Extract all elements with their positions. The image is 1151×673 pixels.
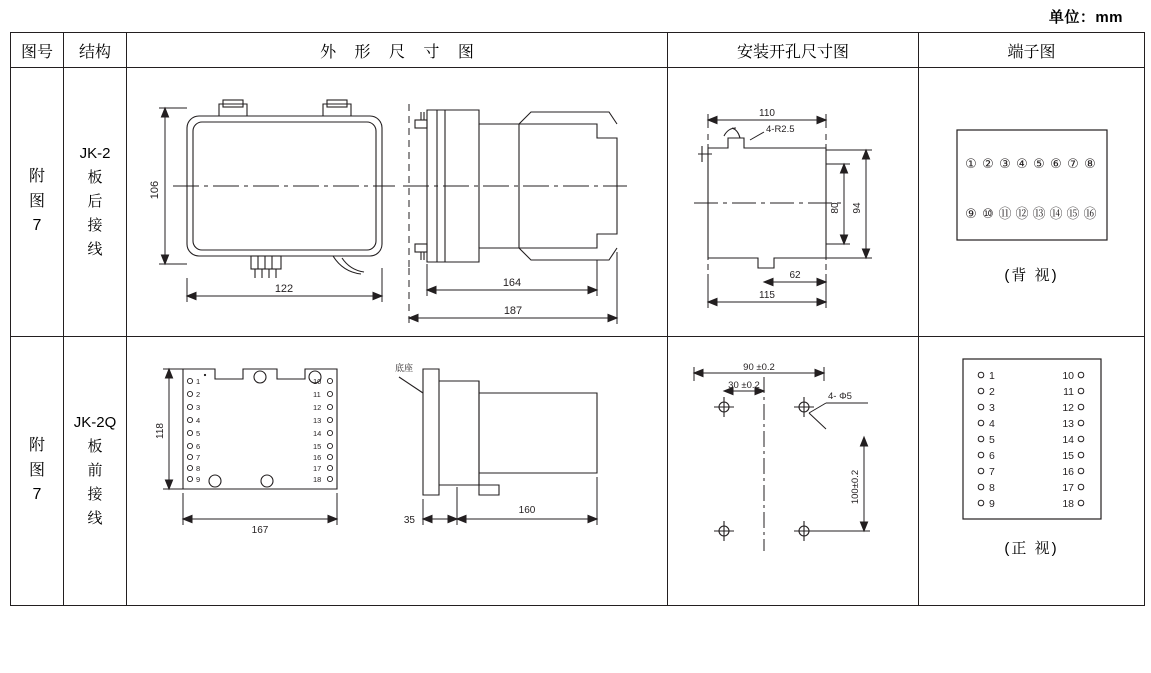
figure-no-label-1 — [11, 165, 63, 239]
dim-160: 160 — [518, 505, 536, 516]
dim-100-tol: 100±0.2 — [850, 469, 861, 505]
terminal-left-5: 5 — [989, 434, 995, 446]
mounting-drawing-cell-2 — [668, 337, 919, 606]
terminal-3: ③ — [999, 157, 1011, 172]
terminal-13: ⑬ — [1032, 207, 1046, 222]
terminal-diagram-jk2q — [919, 337, 1144, 605]
terminal-left-6: 6 — [989, 450, 995, 462]
outline-terminal-left-9: 9 — [196, 475, 201, 484]
outline-terminal-right-12: 12 — [313, 403, 322, 412]
terminal-15: ⑮ — [1066, 207, 1080, 222]
outline-terminal-right-15: 15 — [313, 442, 322, 451]
terminal-right-15: 15 — [1062, 450, 1074, 462]
table-header-row — [11, 33, 1145, 68]
terminal-left-2: 2 — [989, 386, 995, 398]
figure-no-char: 附 — [28, 167, 45, 185]
structure-desc-char: 板 — [87, 438, 103, 455]
terminal-9: ⑨ — [965, 207, 977, 222]
structure-cell-1 — [64, 68, 127, 337]
outline-terminal-left-1: 1 — [196, 377, 201, 386]
terminal-view-label-2: (正 视) — [1004, 540, 1059, 557]
mounting-drawing-cell-1 — [668, 68, 919, 337]
dim-167: 167 — [251, 525, 269, 536]
outline-terminal-left-4: 4 — [196, 416, 201, 425]
terminal-left-3: 3 — [989, 402, 995, 414]
table-header — [11, 33, 1145, 68]
outline-drawing-cell-2 — [127, 337, 668, 606]
structure-desc-char: 前 — [87, 462, 103, 479]
figure-no-char: 7 — [32, 486, 42, 504]
mounting-drawing-jk2q — [668, 337, 918, 605]
terminal-right-14: 14 — [1062, 434, 1074, 446]
terminal-12: ⑫ — [1015, 207, 1029, 222]
terminal-6: ⑥ — [1050, 157, 1062, 172]
dim-118: 118 — [155, 423, 166, 439]
terminal-10: ⑩ — [982, 207, 994, 222]
base-label: 底座 — [395, 363, 414, 373]
structure-model: JK-2 — [79, 145, 111, 162]
structure-cell-2 — [64, 337, 127, 606]
outline-terminal-left-2: 2 — [196, 390, 201, 399]
dim-94: 94 — [852, 202, 863, 214]
terminal-5: ⑤ — [1033, 157, 1045, 172]
unit-note: 单位：mm — [1048, 9, 1123, 26]
dim-164: 164 — [502, 277, 522, 289]
dim-110: 110 — [759, 108, 775, 119]
outline-terminal-left-7: 7 — [196, 453, 201, 462]
structure-label-2 — [64, 411, 126, 531]
structure-desc-char: 板 — [87, 169, 103, 186]
dim-90-tol: 90 ±0.2 — [743, 362, 775, 373]
terminal-view-label-1: (背 视) — [1004, 267, 1059, 284]
terminal-1: ① — [965, 157, 977, 172]
outline-terminal-left-8: 8 — [196, 464, 201, 473]
terminal-right-12: 12 — [1062, 402, 1074, 414]
figure-no-char: 附 — [28, 436, 45, 454]
terminal-4: ④ — [1016, 157, 1028, 172]
terminal-right-16: 16 — [1062, 466, 1074, 478]
figure-no-char: 7 — [32, 217, 42, 235]
structure-desc-char: 线 — [87, 241, 103, 258]
dim-122: 122 — [274, 283, 294, 295]
terminal-diagram-jk2 — [919, 68, 1144, 336]
dim-30-tol: 30 ±0.2 — [728, 380, 760, 391]
outline-terminal-right-17: 17 — [313, 464, 322, 473]
structure-desc-char: 线 — [87, 510, 103, 527]
outline-terminal-right-16: 16 — [313, 453, 322, 462]
terminal-right-17: 17 — [1062, 482, 1074, 494]
dim-187: 187 — [503, 305, 523, 317]
table-row — [11, 337, 1145, 606]
figure-no-label-2 — [11, 434, 63, 508]
figure-no-cell-1 — [11, 68, 64, 337]
terminal-left-7: 7 — [989, 466, 995, 478]
dim-80: 80 — [830, 202, 841, 214]
dim-4-r25: 4-R2.5 — [766, 124, 795, 135]
header-structure: 结构 — [64, 33, 127, 68]
outline-terminal-left-3: 3 — [196, 403, 201, 412]
header-figure-no: 图号 — [11, 33, 64, 68]
header-outline-dimensions-label: 外 形 尺 寸 图 — [320, 43, 481, 61]
header-mounting-hole: 安装开孔尺寸图 — [668, 33, 919, 68]
terminal-14: ⑭ — [1049, 207, 1063, 222]
outline-terminal-right-18: 18 — [313, 475, 322, 484]
figure-no-char: 图 — [28, 461, 45, 479]
outline-drawing-cell-1 — [127, 68, 668, 337]
outline-terminal-right-10: 10 — [313, 377, 322, 386]
terminal-left-9: 9 — [989, 498, 995, 510]
terminal-right-10: 10 — [1062, 370, 1074, 382]
header-terminal: 端子图 — [919, 33, 1145, 68]
structure-desc-char: 后 — [87, 193, 103, 210]
specification-table — [10, 32, 1145, 606]
structure-desc-char: 接 — [87, 217, 103, 234]
terminal-right-11: 11 — [1063, 386, 1074, 398]
dim-62: 62 — [789, 270, 801, 281]
outline-terminal-right-13: 13 — [313, 416, 322, 425]
dim-35: 35 — [403, 515, 415, 526]
structure-model: JK-2Q — [73, 414, 117, 431]
terminal-diagram-cell-1 — [919, 68, 1145, 337]
outline-terminal-right-14: 14 — [313, 429, 322, 438]
header-outline-dimensions — [127, 33, 668, 68]
table-body — [11, 68, 1145, 606]
terminal-left-8: 8 — [989, 482, 995, 494]
structure-label-1 — [64, 142, 126, 262]
terminal-2: ② — [982, 157, 994, 172]
figure-no-char: 图 — [28, 192, 45, 210]
terminal-11: ⑪ — [998, 207, 1012, 222]
terminal-8: ⑧ — [1084, 157, 1096, 172]
terminal-7: ⑦ — [1067, 157, 1079, 172]
outline-terminal-left-5: 5 — [196, 429, 201, 438]
terminal-right-13: 13 — [1062, 418, 1074, 430]
outline-terminal-right-11: 11 — [313, 390, 321, 399]
outline-terminal-left-6: 6 — [196, 442, 201, 451]
structure-desc-char: 接 — [87, 486, 103, 503]
table-row — [11, 68, 1145, 337]
figure-no-cell-2 — [11, 337, 64, 606]
outline-drawing-jk2 — [127, 68, 667, 336]
terminal-right-18: 18 — [1062, 498, 1074, 510]
terminal-left-4: 4 — [989, 418, 995, 430]
terminal-16: ⑯ — [1083, 207, 1097, 222]
terminal-diagram-cell-2 — [919, 337, 1145, 606]
dim-4-phi5: 4- Φ5 — [828, 391, 852, 402]
dim-106: 106 — [149, 180, 161, 200]
terminal-left-1: 1 — [989, 370, 995, 382]
dim-115: 115 — [759, 290, 775, 301]
outline-drawing-jk2q — [127, 337, 667, 605]
mounting-drawing-jk2 — [668, 68, 918, 336]
